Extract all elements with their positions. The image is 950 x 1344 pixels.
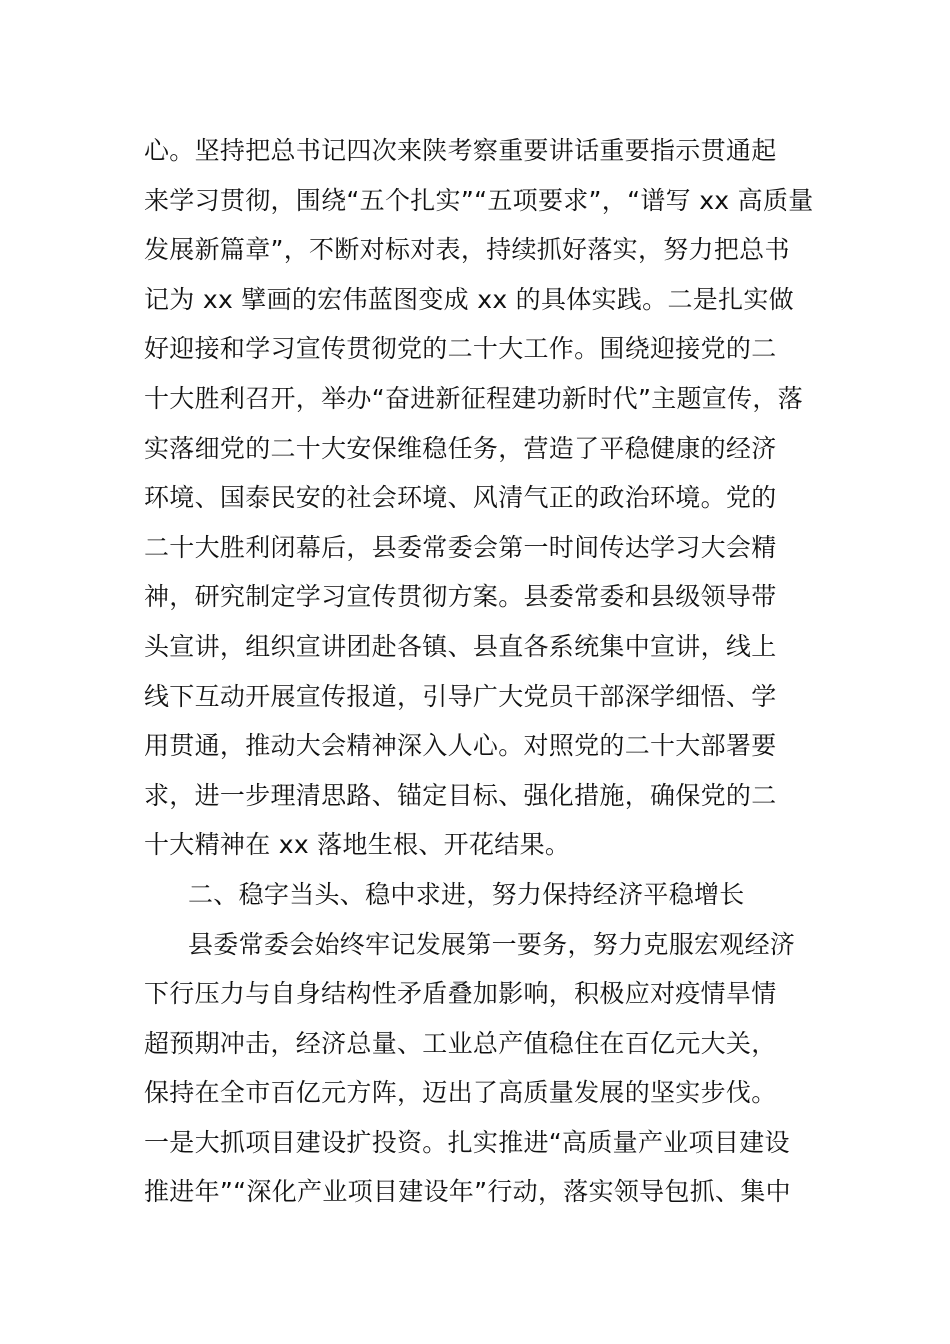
text-line: 发展新篇章”，不断对标对表，持续抓好落实，努力把总书	[144, 235, 790, 265]
text-line: 下行压力与自身结构性矛盾叠加影响，积极应对疫情旱情	[144, 979, 777, 1009]
document-body	[144, 126, 824, 1217]
text-line: 二十大胜利闭幕后，县委常委会第一时间传达学习大会精	[144, 532, 777, 562]
text-line: 十大胜利召开，举办“奋进新征程建功新时代”主题宣传，落	[144, 383, 804, 413]
text-line: 十大精神在 xx 落地生根、开花结果。	[144, 830, 571, 860]
text-line: 超预期冲击，经济总量、工业总产值稳住在百亿元大关，	[144, 1028, 777, 1058]
text-line: 心。坚持把总书记四次来陕考察重要讲话重要指示贯通起	[144, 136, 777, 165]
text-line: 推进年”“深化产业项目建设年”行动，落实领导包抓、集中	[144, 1177, 791, 1207]
text-line: 神，研究制定学习宣传贯彻方案。县委常委和县级领导带	[144, 582, 777, 612]
text-line: 线下互动开展宣传报道，引导广大党员干部深学细悟、学	[144, 681, 777, 711]
text-line: 来学习贯彻，围绕“五个扎实”“五项要求”，“谱写 xx 高质量	[144, 185, 814, 215]
text-line: 头宣讲，组织宣讲团赴各镇、县直各系统集中宣讲，线上	[144, 631, 777, 661]
text-line: 保持在全市百亿元方阵，迈出了高质量发展的坚实步伐。	[144, 1078, 777, 1108]
text-line: 用贯通，推动大会精神深入人心。对照党的二十大部署要	[144, 731, 777, 761]
section-heading: 二、稳字当头、稳中求进，努力保持经济平稳增长	[188, 879, 745, 909]
text-line: 县委常委会始终牢记发展第一要务，努力克服宏观经济	[188, 929, 796, 959]
text-line: 环境、国泰民安的社会环境、风清气正的政治环境。党的	[144, 483, 777, 513]
text-line: 求，进一步理清思路、锚定目标、强化措施，确保党的二	[144, 780, 777, 810]
text-line: 记为 xx 擘画的宏伟蓝图变成 xx 的具体实践。二是扎实做	[144, 284, 794, 314]
text-line: 实落细党的二十大安保维稳任务，营造了平稳健康的经济	[144, 433, 777, 463]
text-line: 一是大抓项目建设扩投资。扎实推进“高质量产业项目建设	[144, 1127, 790, 1157]
text-line: 好迎接和学习宣传贯彻党的二十大工作。围绕迎接党的二	[144, 334, 777, 364]
